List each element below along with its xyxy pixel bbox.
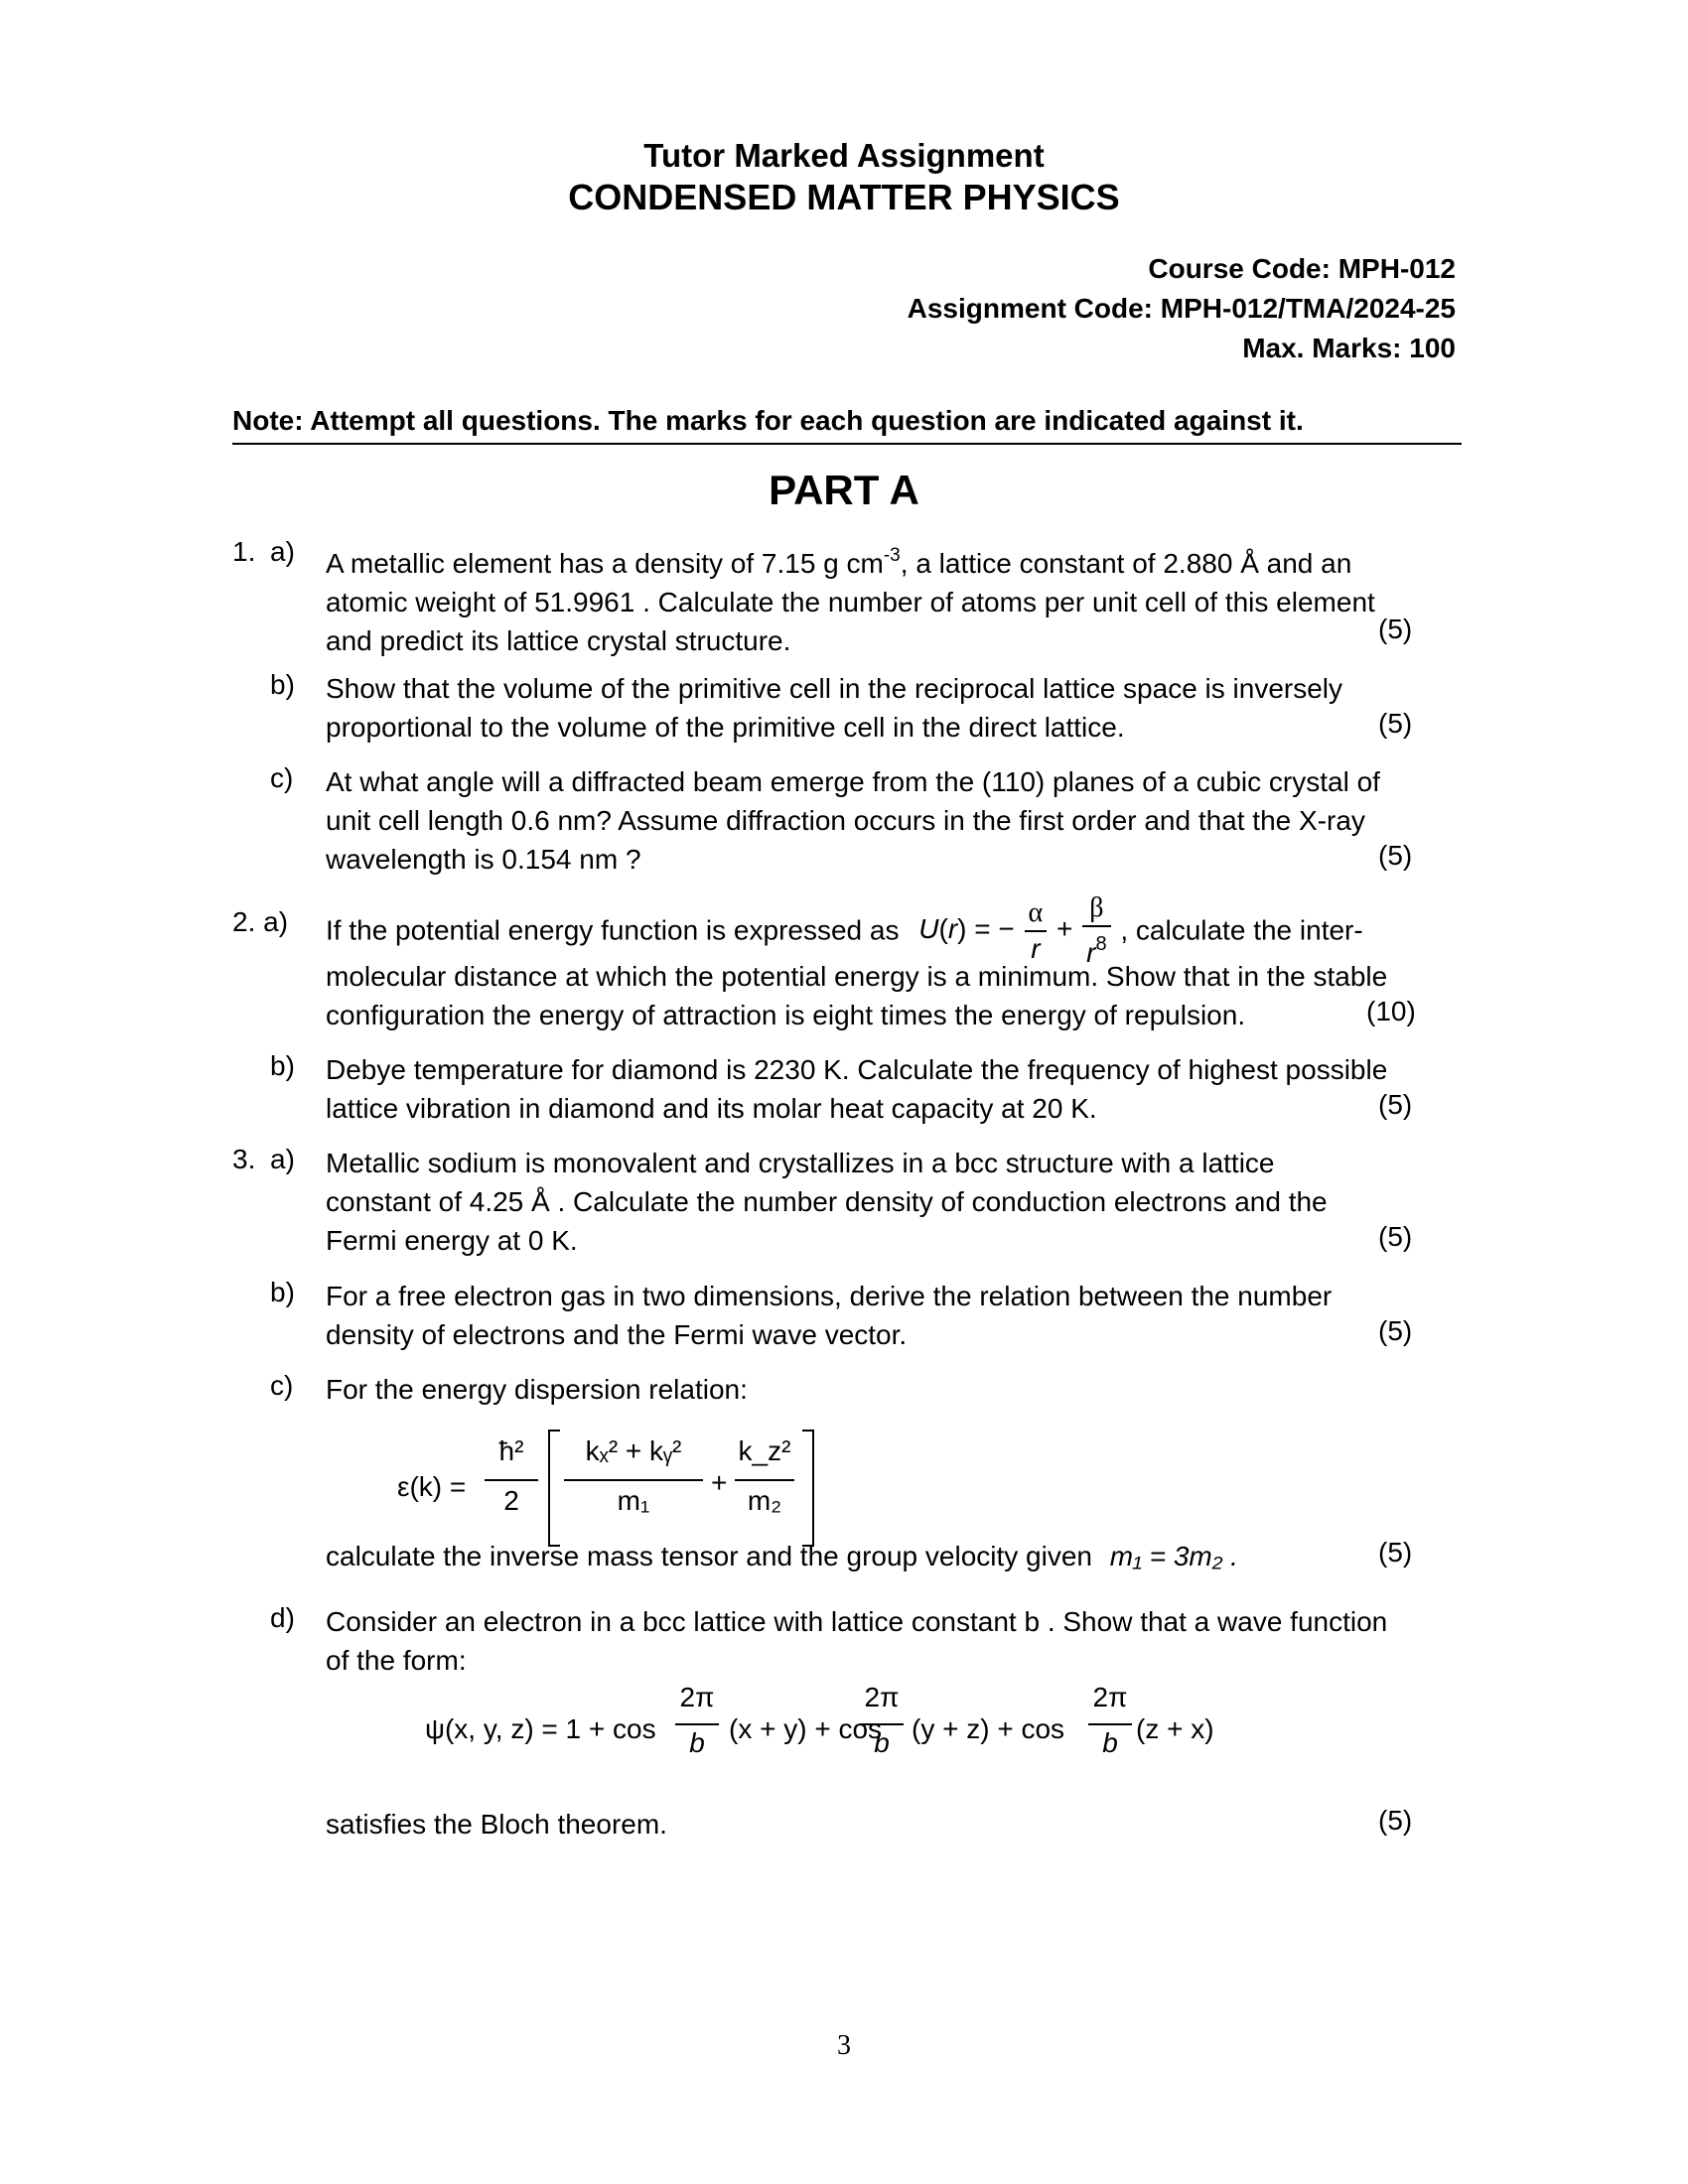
question-3-number: 3.	[232, 1144, 256, 1174]
question-1c-label: c)	[270, 762, 294, 793]
question-2b-label: b)	[270, 1050, 295, 1081]
wavefunction-equation: ψ(x, y, z) = 1 + cos 2π b (x + y) + cos 2π b (y + z) + cos 2π b (z + x)	[425, 1682, 1214, 1758]
potential-equation: U(r) = − $\frac{\alpha}{r}$ + $\frac{\beta}{r^8}$	[918, 913, 1120, 944]
question-2b-marks: (5)	[1378, 1089, 1413, 1120]
question-1b-marks: (5)	[1378, 708, 1413, 739]
question-2b-text: Debye temperature for diamond is 2230 K. Calculate the frequency of highest possible lattice vibration in diamond and its molar heat capacity at 20 K.	[326, 1054, 1388, 1124]
assignment-code: Assignment Code: MPH-012/TMA/2024-25	[907, 293, 1456, 324]
question-1c-marks: (5)	[1378, 840, 1413, 871]
question-2a-text: molecular distance at which the potential energy is a minimum. Show that in the stable configuration the energy of attraction is eight times the energy of repulsion.	[326, 961, 1388, 1030]
question-3d-label: d)	[270, 1602, 295, 1633]
question-3b-label: b)	[270, 1277, 295, 1307]
part-title: PART A	[769, 467, 919, 513]
course-code: Course Code: MPH-012	[1148, 253, 1456, 284]
question-1b-text: Show that the volume of the primitive cell in the reciprocal lattice space is inversely proportional to the volume of the primitive cell in the direct lattice.	[326, 673, 1343, 743]
question-1-number: 1.	[232, 536, 256, 567]
question-3d-text-2: satisfies the Bloch theorem.	[326, 1809, 667, 1840]
instructions-note: Note: Attempt all questions. The marks for each question are indicated against it.	[232, 405, 1304, 436]
document-title: Tutor Marked Assignment	[643, 137, 1045, 174]
question-3b-marks: (5)	[1378, 1315, 1413, 1346]
question-1c-text: At what angle will a diffracted beam emerge from the (110) planes of a cubic crystal of unit cell length 0.6 nm? Assume diffraction occurs in the first order and that the X-ray wavelength is 0.154 nm ?	[326, 766, 1380, 875]
subject-title: CONDENSED MATTER PHYSICS	[568, 177, 1120, 217]
page-number: 3	[837, 2030, 851, 2061]
question-1a-marks: (5)	[1378, 614, 1413, 644]
question-1a-label: a)	[270, 536, 295, 567]
question-3a-marks: (5)	[1378, 1221, 1413, 1252]
question-3d-text: Consider an electron in a bcc lattice with lattice constant b . Show that a wave function of the form:	[326, 1606, 1388, 1676]
dispersion-equation: ε(k) = ħ² 2 kₓ² + kᵧ² m₁ + k_z² m₂	[397, 1435, 824, 1545]
question-1b-label: b)	[270, 669, 295, 700]
question-2a-marks: (10)	[1366, 996, 1416, 1026]
question-2a-line1: If the potential energy function is expressed as U(r) = − $\frac{\alpha}{r}$ + $\frac{\beta}{r^8}$ , calculate the inter-	[326, 892, 1363, 968]
question-3c-text-2: calculate the inverse mass tensor and the group velocity given m₁ = 3m₂ .	[326, 1541, 1238, 1571]
question-3c-marks: (5)	[1378, 1537, 1413, 1568]
question-1a-text: A metallic element has a density of 7.15 g $cm^{-3}$, a lattice constant of 2.880 Å and an atomic weight of 51.9961 . Calculate the number of atoms per unit cell of this element and predict its lattice crystal structure.	[326, 545, 1375, 656]
question-3b-text: For a free electron gas in two dimensions, derive the relation between the number density of electrons and the Fermi wave vector.	[326, 1281, 1333, 1350]
question-2a-label: 2. a)	[232, 906, 289, 937]
question-3c-text: For the energy dispersion relation:	[326, 1374, 748, 1405]
divider	[232, 443, 1462, 445]
question-3c-label: c)	[270, 1370, 294, 1401]
question-3a-label: a)	[270, 1144, 295, 1174]
question-3d-marks: (5)	[1378, 1805, 1413, 1836]
max-marks: Max. Marks: 100	[1242, 333, 1456, 363]
question-3a-text: Metallic sodium is monovalent and crystallizes in a bcc structure with a lattice constant of 4.25 Å . Calculate the number density of conduction electrons and the Fermi energy at 0 K.	[326, 1148, 1328, 1256]
